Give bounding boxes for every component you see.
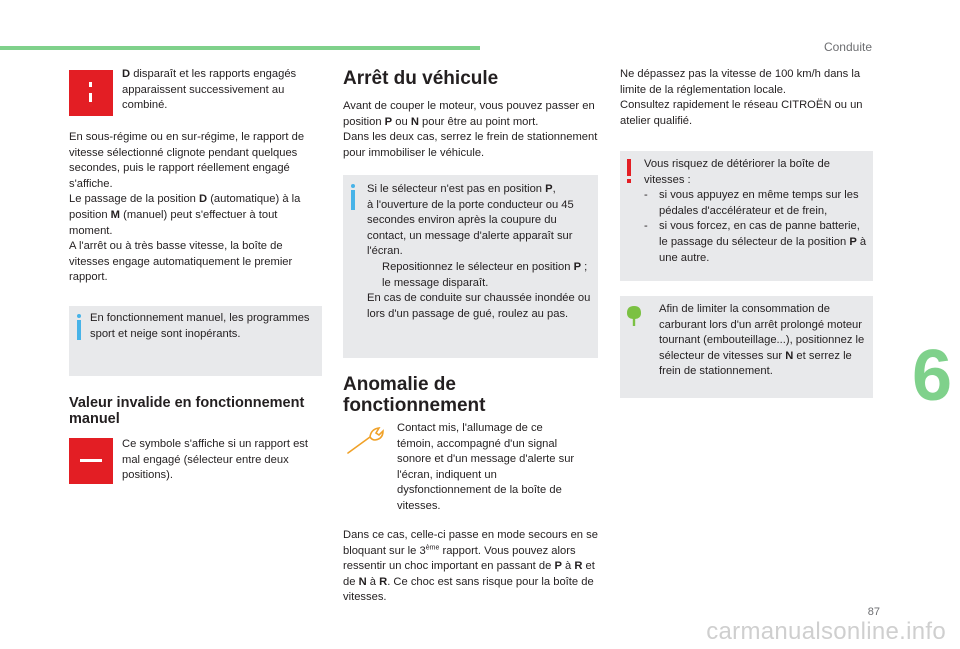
dash-indicator-icon <box>80 459 102 462</box>
page-number: 87 <box>867 606 880 618</box>
wrench-warning-icon <box>345 425 385 457</box>
limp-mode-paragraph: Dans ce cas, celle-ci passe en mode secours en se bloquant sur le 3ème rapport. Vous pouvez alors ressentir un choc important en passant de P à R et de N à R. Ce choc est sans risque pour la boîte de vitesses. <box>343 529 598 604</box>
header-accent-bar <box>0 46 480 50</box>
chapter-number: 6 <box>911 336 952 416</box>
malfunction-heading: Anomalie de fonctionnement <box>343 374 486 416</box>
watermark: carmanualsonline.info <box>706 618 946 645</box>
eco-tree-icon <box>626 305 642 327</box>
section-title: Conduite <box>823 40 872 54</box>
eco-tip-box <box>620 296 873 398</box>
invalid-value-text: Ce symbole s'affiche si un rapport est mal engagé (sélecteur entre deux positions). <box>122 438 308 482</box>
gearbox-warning-text: Vous risquez de détériorer la boîte de vitesses : - si vous appuyez en même temps sur les pédales d'accélérateur et de frein, - si vous forcez, en cas de panne batterie, le passage du sélecteur de la position P à une autre. <box>644 157 869 266</box>
gear-display-warning-tile <box>69 70 113 116</box>
gearbox-warning-box <box>620 151 873 281</box>
info-note-box <box>69 306 322 376</box>
eco-tip-text: Afin de limiter la consommation de carburant lors d'un arrêt prolongé moteur tournant (embouteillage...), positionnez le sélecteur de vitesses sur N et serrez le frein de stationnement. <box>659 303 865 378</box>
gear-d-indicator-icon <box>89 82 92 104</box>
selector-info-text: Si le sélecteur n'est pas en position P, à l'ouverture de la porte conducteur ou 45 secondes environ après la coupure du contact, un message d'alerte apparaît sur l'écran. Repositionnez le sélecteur en position P ; le message disparaît. En cas de conduite sur chaussée inondée ou lors d'un passage de gué, roulez au pas. <box>367 183 591 320</box>
arrow-bullet-icon <box>367 260 382 291</box>
invalid-gear-warning-tile <box>69 438 113 484</box>
speed-limit-text: Ne dépassez pas la vitesse de 100 km/h dans la limite de la réglementation locale. Consultez rapidement le réseau CITROËN ou un atelier qualifié. <box>620 68 863 127</box>
selector-info-bullet: Repositionnez le sélecteur en position P ; le message disparaît. <box>367 260 591 291</box>
selector-info-box <box>343 175 598 358</box>
info-icon <box>75 314 83 340</box>
info-note-text: En fonctionnement manuel, les programmes sport et neige sont inopérants. <box>90 312 310 340</box>
d-line-text: D disparaît et les rapports engagés apparaissent successivement au combiné. <box>122 68 297 112</box>
manual-mode-paragraph: En sous-régime ou en sur-régime, le rapport de vitesse sélectionné clignote pendant quelques secondes, puis le rapport réellement engagé s'affiche. Le passage de la position D (automatique) à la position M (manuel) peut s'effectuer à tout moment. A l'arrêt ou à très basse vitesse, la boîte de vitesses engage automatiquement le premier rapport. <box>69 131 305 284</box>
warning-bullet: - si vous appuyez en même temps sur les pédales d'accélérateur et de frein, <box>644 189 859 217</box>
warning-bullet: - si vous forcez, en cas de panne batterie, le passage du sélecteur de la position P à une autre. <box>644 220 867 264</box>
exclamation-warning-icon <box>627 159 631 183</box>
vehicle-stop-heading: Arrêt du véhicule <box>343 68 499 89</box>
malfunction-text: Contact mis, l'allumage de ce témoin, accompagné d'un signal sonore et d'un message d'alerte sur l'écran, indiquent un dysfonctionnement de la boîte de vitesses. <box>397 422 575 512</box>
vehicle-stop-intro: Avant de couper le moteur, vous pouvez passer en position P ou N pour être au point mort. Dans les deux cas, serrez le frein de stationnement pour immobiliser le véhicule. <box>343 100 598 159</box>
info-icon <box>349 184 357 210</box>
invalid-value-heading: Valeur invalide en fonctionnement manuel <box>69 395 305 427</box>
